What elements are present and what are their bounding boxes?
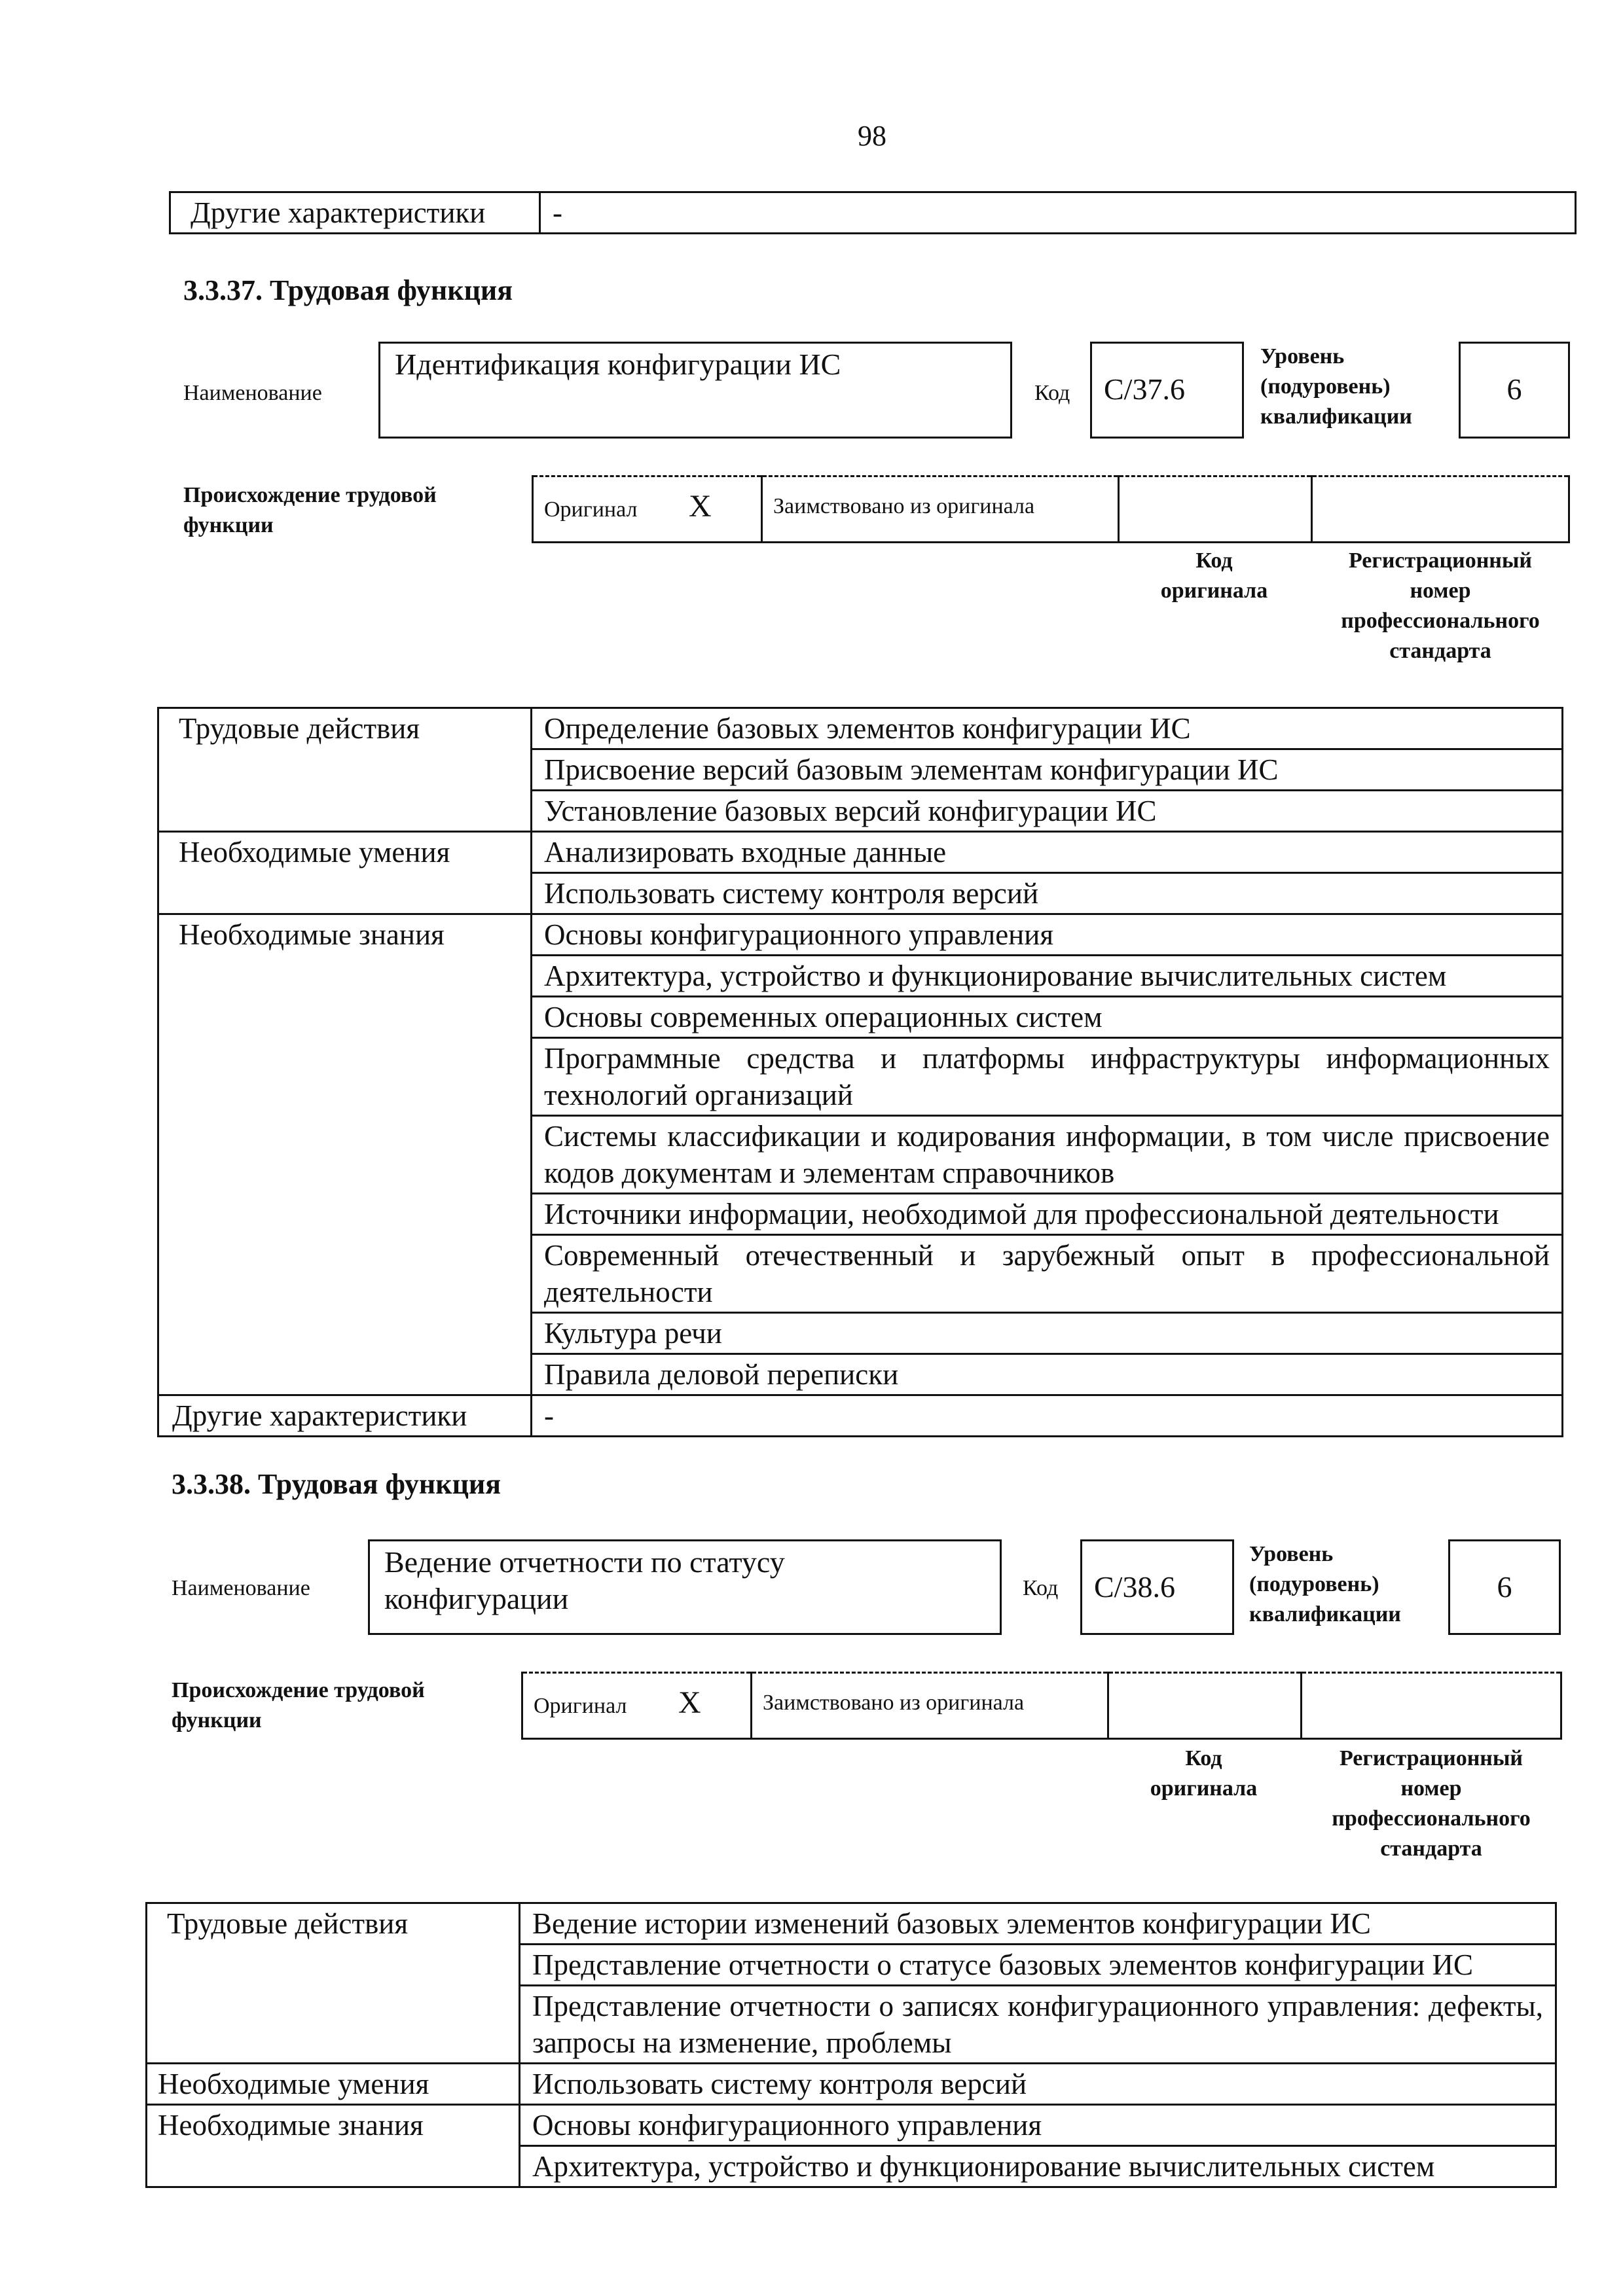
knowledge-head: Необходимые знания bbox=[158, 914, 532, 956]
borrowed-cell: Заимствовано из оригинала bbox=[752, 1673, 1108, 1739]
action-item: Установление базовых версий конфигурации ИС bbox=[532, 791, 1563, 832]
other-value: - bbox=[532, 1395, 1563, 1437]
level-label-line: Уровень bbox=[1260, 344, 1345, 368]
skill-item: Анализировать входные данные bbox=[532, 832, 1563, 873]
table-row bbox=[158, 997, 1563, 1038]
level-label-line: (подуровень) bbox=[1260, 374, 1391, 399]
original-cell bbox=[522, 1673, 752, 1739]
table-row bbox=[147, 1903, 1556, 1945]
action-item: Определение базовых элементов конфигурации ИС bbox=[532, 708, 1563, 749]
caption-line: номер bbox=[1410, 579, 1471, 603]
table-row bbox=[158, 1354, 1563, 1395]
knowledge-item: Правила деловой переписки bbox=[532, 1354, 1563, 1395]
level-label-line: квалификации bbox=[1249, 1602, 1401, 1626]
original-cell bbox=[533, 476, 762, 543]
name-value: Ведение отчетности по статусу конфигурации bbox=[384, 1545, 785, 1615]
action-item: Присвоение версий базовым элементам конфигурации ИС bbox=[532, 749, 1563, 791]
action-item: Представление отчетности о статусе базовых элементов конфигурации ИС bbox=[520, 1945, 1556, 1986]
other-head: Другие характеристики bbox=[158, 1395, 532, 1437]
caption-line: стандарта bbox=[1380, 1837, 1482, 1861]
table-row bbox=[158, 1116, 1563, 1194]
name-value: Идентификация конфигурации ИС bbox=[395, 348, 841, 381]
code-label: Код bbox=[1023, 1576, 1059, 1600]
origin-label-line: функции bbox=[172, 1708, 262, 1732]
origin-label-line: функции bbox=[183, 513, 274, 537]
section-title-3-3-38: 3.3.38. Трудовая функция bbox=[172, 1468, 501, 1500]
level-label-line: квалификации bbox=[1260, 404, 1412, 429]
knowledge-head: Необходимые знания bbox=[147, 2105, 520, 2146]
registration-caption bbox=[1311, 546, 1570, 666]
section-title-3-3-37: 3.3.37. Трудовая функция bbox=[183, 274, 513, 306]
skill-item: Использовать систему контроля версий bbox=[520, 2064, 1556, 2105]
table-row bbox=[158, 708, 1563, 749]
code-value: C/38.6 bbox=[1094, 1570, 1175, 1604]
knowledge-item: Системы классификации и кодирования информации, в том числе присвоение кодов документам и элементам справочников bbox=[532, 1116, 1563, 1194]
table-row bbox=[158, 1235, 1563, 1313]
caption-line: номер bbox=[1400, 1776, 1462, 1801]
top-characteristics-table bbox=[169, 191, 1577, 234]
table-row bbox=[158, 1194, 1563, 1235]
knowledge-item: Архитектура, устройство и функционирование вычислительных систем bbox=[532, 956, 1563, 997]
caption-line: профессионального bbox=[1341, 609, 1540, 633]
table-row bbox=[158, 873, 1563, 914]
table-row bbox=[158, 791, 1563, 832]
original-mark: X bbox=[688, 489, 712, 524]
caption-line: Регистрационный bbox=[1339, 1746, 1523, 1770]
origin-table bbox=[532, 475, 1570, 543]
knowledge-item: Современный отечественный и зарубежный опыт в профессиональной деятельности bbox=[532, 1235, 1563, 1313]
f37-details-table bbox=[157, 707, 1563, 1437]
registration-number-cell bbox=[1312, 476, 1569, 543]
origin-label-line: Происхождение трудовой bbox=[172, 1678, 425, 1702]
level-value: 6 bbox=[1506, 372, 1522, 406]
code-value: C/37.6 bbox=[1104, 372, 1185, 406]
code-original-cell bbox=[1108, 1673, 1302, 1739]
table-row bbox=[158, 956, 1563, 997]
origin-label-line: Происхождение трудовой bbox=[183, 483, 437, 507]
caption-line: стандарта bbox=[1389, 639, 1491, 663]
code-label: Код bbox=[1034, 381, 1070, 405]
skills-head: Необходимые умения bbox=[158, 832, 532, 873]
origin-table bbox=[521, 1672, 1562, 1740]
level-label bbox=[1260, 342, 1412, 432]
table-row bbox=[158, 749, 1563, 791]
knowledge-item: Программные средства и платформы инфраструктуры информационных технологий организаций bbox=[532, 1038, 1563, 1116]
original-label: Оригинал bbox=[544, 497, 638, 522]
level-value: 6 bbox=[1497, 1570, 1512, 1604]
table-row bbox=[147, 2064, 1556, 2105]
caption-line: Код bbox=[1195, 548, 1233, 573]
knowledge-item: Культура речи bbox=[532, 1313, 1563, 1354]
level-label-line: Уровень bbox=[1249, 1542, 1334, 1566]
registration-caption bbox=[1300, 1744, 1562, 1864]
name-value-box bbox=[378, 342, 1012, 439]
other-characteristics-label: Другие характеристики bbox=[170, 192, 540, 234]
borrowed-cell: Заимствовано из оригинала bbox=[762, 476, 1119, 543]
code-original-caption bbox=[1118, 546, 1311, 606]
table-row bbox=[158, 1395, 1563, 1437]
origin-label bbox=[183, 480, 437, 541]
code-original-caption bbox=[1107, 1744, 1300, 1804]
caption-line: оригинала bbox=[1150, 1776, 1258, 1801]
knowledge-item: Основы конфигурационного управления bbox=[520, 2105, 1556, 2146]
table-row bbox=[158, 1313, 1563, 1354]
table-row bbox=[158, 914, 1563, 956]
knowledge-item: Источники информации, необходимой для профессиональной деятельности bbox=[532, 1194, 1563, 1235]
actions-head: Трудовые действия bbox=[158, 708, 532, 749]
skill-item: Использовать систему контроля версий bbox=[532, 873, 1563, 914]
original-label: Оригинал bbox=[534, 1694, 627, 1718]
original-mark: X bbox=[678, 1685, 701, 1720]
table-row bbox=[147, 1945, 1556, 1986]
skills-head: Необходимые умения bbox=[147, 2064, 520, 2105]
level-label-line: (подуровень) bbox=[1249, 1572, 1379, 1596]
level-label bbox=[1249, 1539, 1401, 1630]
table-row bbox=[158, 1038, 1563, 1116]
origin-label bbox=[172, 1676, 425, 1736]
knowledge-item: Основы современных операционных систем bbox=[532, 997, 1563, 1038]
registration-number-cell bbox=[1302, 1673, 1561, 1739]
caption-line: Регистрационный bbox=[1348, 548, 1533, 573]
knowledge-item: Архитектура, устройство и функционирование вычислительных систем bbox=[520, 2146, 1556, 2187]
name-label: Наименование bbox=[172, 1576, 310, 1600]
code-value-box bbox=[1090, 342, 1244, 439]
caption-line: оригинала bbox=[1160, 579, 1268, 603]
knowledge-item: Основы конфигурационного управления bbox=[532, 914, 1563, 956]
level-value-box bbox=[1448, 1539, 1561, 1635]
f38-details-table bbox=[145, 1902, 1557, 2188]
action-item: Представление отчетности о записях конфигурационного управления: дефекты, запросы на изменение, проблемы bbox=[520, 1986, 1556, 2064]
code-value-box bbox=[1080, 1539, 1234, 1635]
code-original-cell bbox=[1119, 476, 1312, 543]
page-number: 98 bbox=[858, 120, 886, 152]
caption-line: профессионального bbox=[1332, 1806, 1531, 1831]
action-item: Ведение истории изменений базовых элементов конфигурации ИС bbox=[520, 1903, 1556, 1945]
table-row bbox=[147, 2105, 1556, 2146]
actions-head: Трудовые действия bbox=[147, 1903, 520, 1945]
name-value-box bbox=[368, 1539, 1002, 1635]
caption-line: Код bbox=[1185, 1746, 1222, 1770]
table-row bbox=[147, 2146, 1556, 2187]
other-characteristics-value: - bbox=[540, 192, 1576, 234]
level-value-box bbox=[1459, 342, 1570, 439]
name-label: Наименование bbox=[183, 381, 322, 405]
table-row bbox=[158, 832, 1563, 873]
table-row bbox=[147, 1986, 1556, 2064]
